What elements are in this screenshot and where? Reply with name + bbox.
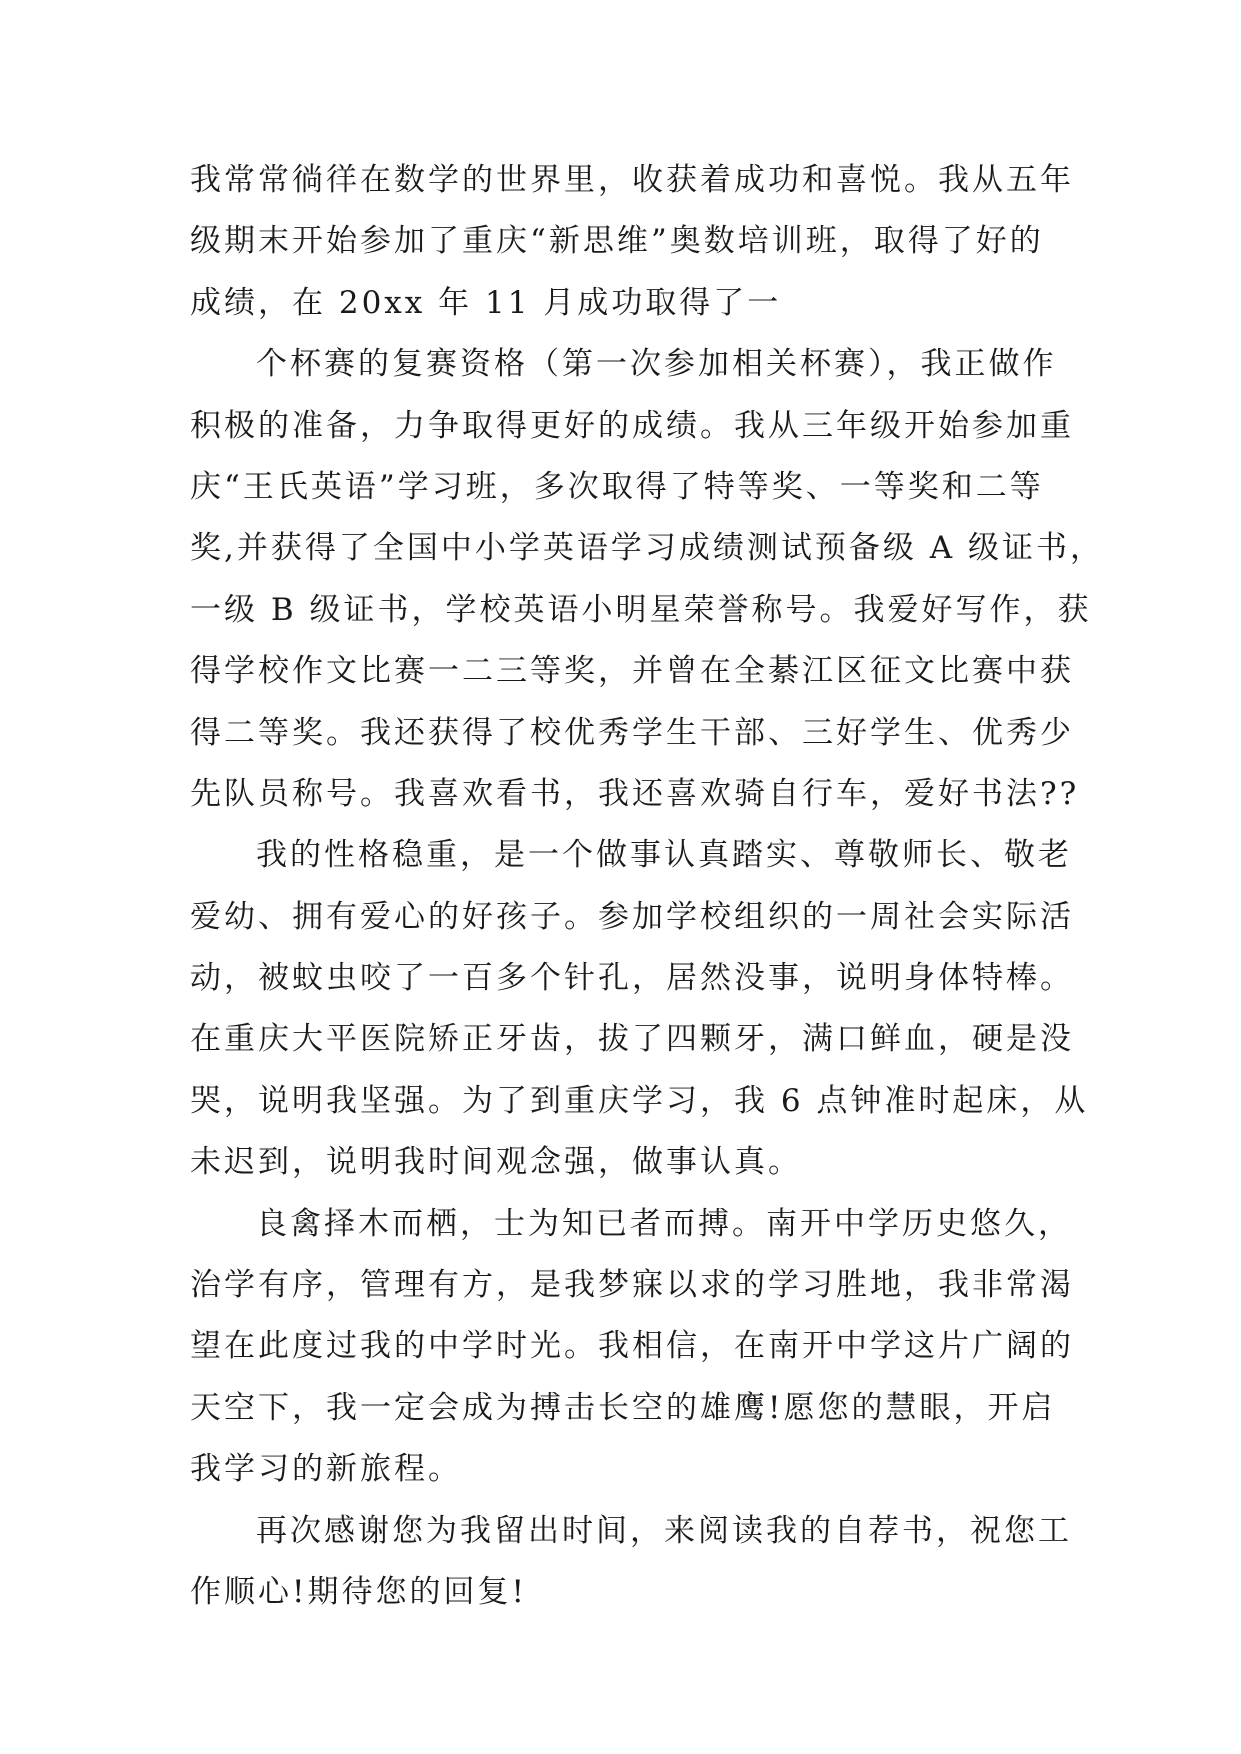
text-line: 治学有序，管理有方，是我梦寐以求的学习胜地，我非常渴 [190, 1267, 1074, 1304]
text-line: 一级 B 级证书，学校英语小明星荣誉称号。我爱好写作，获 [190, 591, 1092, 628]
text-line: 爱幼、拥有爱心的好孩子。参加学校组织的一周社会实际活 [190, 898, 1074, 935]
text-line: 作顺心!期待您的回复! [190, 1573, 527, 1610]
text-line: 得二等奖。我还获得了校优秀学生干部、三好学生、优秀少 [190, 714, 1074, 751]
text-line: 良禽择木而栖，士为知已者而搏。南开中学历史悠久， [256, 1205, 1072, 1242]
text-line: 动，被蚊虫咬了一百多个针孔，居然没事，说明身体特棒。 [190, 960, 1074, 997]
text-line: 再次感谢您为我留出时间，来阅读我的自荐书，祝您工 [256, 1512, 1072, 1549]
text-line: 先队员称号。我喜欢看书，我还喜欢骑自行车，爱好书法?? [190, 775, 1080, 812]
paragraph-closing [190, 1501, 1072, 1624]
text-line: 庆“王氏英语”学习班，多次取得了特等奖、一等奖和二等 [190, 468, 1044, 505]
text-line: 天空下，我一定会成为搏击长空的雄鹰!愿您的慧眼，开启 [190, 1389, 1056, 1426]
paragraph-achievements-english [190, 334, 1104, 825]
document-body [190, 150, 1104, 1623]
text-line: 未迟到，说明我时间观念强，做事认真。 [190, 1144, 802, 1181]
paragraph-school-wish [190, 1194, 1074, 1501]
text-line: 成绩，在 20xx 年 11 月成功取得了一 [190, 284, 782, 321]
text-line: 级期末开始参加了重庆“新思维”奥数培训班，取得了好的 [190, 223, 1044, 260]
text-line: 奖,并获得了全国中小学英语学习成绩测试预备级 A 级证书， [190, 530, 1104, 567]
text-line: 我学习的新旅程。 [190, 1451, 462, 1488]
paragraph-achievements-math [190, 150, 1074, 334]
text-line: 我常常徜徉在数学的世界里，收获着成功和喜悦。我从五年 [190, 162, 1074, 198]
paragraph-character [190, 825, 1089, 1193]
text-line: 得学校作文比赛一二三等奖，并曾在全綦江区征文比赛中获 [190, 653, 1074, 690]
text-line: 积极的准备，力争取得更好的成绩。我从三年级开始参加重 [190, 407, 1074, 444]
text-line: 个杯赛的复赛资格（第一次参加相关杯赛），我正做作 [256, 346, 1057, 383]
text-line: 望在此度过我的中学时光。我相信，在南开中学这片广阔的 [190, 1328, 1074, 1365]
text-line: 我的性格稳重，是一个做事认真踏实、尊敬师长、敬老 [256, 837, 1072, 874]
text-line: 在重庆大平医院矫正牙齿，拔了四颗牙，满口鲜血，硬是没 [190, 1021, 1074, 1058]
text-line: 哭，说明我坚强。为了到重庆学习，我 6 点钟准时起床，从 [190, 1082, 1089, 1119]
